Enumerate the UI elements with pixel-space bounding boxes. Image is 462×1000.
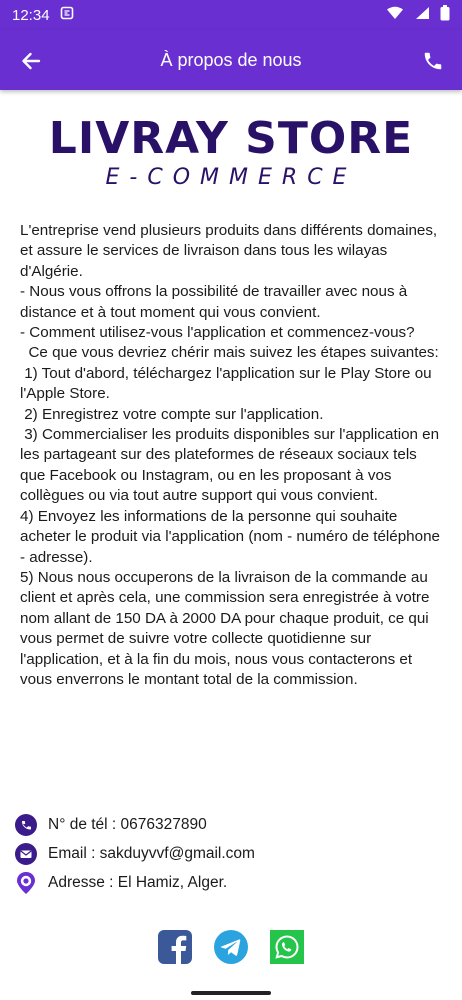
arrow-left-icon xyxy=(21,51,41,71)
status-time: 12:34 xyxy=(12,6,50,24)
location-pin-icon xyxy=(14,871,38,895)
contact-phone-row[interactable] xyxy=(14,810,444,839)
social-links xyxy=(0,930,462,964)
facebook-icon xyxy=(158,930,192,964)
telegram-icon xyxy=(214,930,248,964)
app-bar xyxy=(0,30,462,90)
back-button[interactable] xyxy=(16,46,46,76)
contact-email-row[interactable] xyxy=(14,839,444,868)
phone-circle-icon xyxy=(14,813,38,837)
wifi-icon xyxy=(386,6,404,24)
logo-subtitle: E-COMMERCE xyxy=(105,165,357,190)
about-description: L'entreprise vend plusieurs produits dans différents domaines, et assure le services de livraison dans tous les wilayas d'Algérie. - Nous vous offrons la possibilité de travailler avec nous à distance et à tout moment qui vous convient. - Comment utilisez-vous l'application et commencez-vous? Ce que vous devriez chérir mais suivez les étapes suivantes: 1) Tout d'abord, téléchargez l'application sur le Play Store ou l'Apple Store. 2) Enregistrez votre compte sur l'application. 3) Commercialiser les produits disponibles sur l'application en les partageant sur des plateformes de réseaux sociaux tels que Facebook ou Instagram, ou en les proposant à vos collègues ou via tout autre support qui vous convient. 4) Envoyez les informations de la personne qui souhaite acheter le produit via l'application (nom - numéro de téléphone - adresse). 5) Nous nous occuperons de la livraison de la commande au client et après cela, une commission sera enregistrée à votre nom allant de 150 DA à 2000 DA pour chaque produit, ce qui vous permet de suivre votre collecte quotidienne sur l'application, et à la fin du mois, nous vous contacterons et vous enverrons le montant total de la commission. xyxy=(20,222,440,688)
telegram-button[interactable] xyxy=(214,930,248,964)
contact-phone: N° de tél : 0676327890 xyxy=(48,815,207,833)
notification-icon xyxy=(60,6,74,24)
contact-address: Adresse : El Hamiz, Alger. xyxy=(48,873,228,891)
signal-icon xyxy=(414,6,430,24)
status-left xyxy=(12,6,74,24)
whatsapp-button[interactable] xyxy=(270,930,304,964)
contact-address-row[interactable] xyxy=(14,868,444,897)
home-indicator[interactable] xyxy=(191,991,271,995)
email-circle-icon xyxy=(14,842,38,866)
status-right xyxy=(386,5,450,25)
whatsapp-icon xyxy=(270,930,304,964)
facebook-button[interactable] xyxy=(158,930,192,964)
call-button[interactable] xyxy=(418,46,448,76)
contact-email: Email : sakduyvvf@gmail.com xyxy=(48,844,255,862)
battery-icon xyxy=(440,5,450,25)
status-bar xyxy=(0,0,462,30)
store-logo xyxy=(0,115,462,190)
phone-icon xyxy=(422,50,444,72)
logo-title: LIVRAY STORE xyxy=(48,113,414,164)
page-title: À propos de nous xyxy=(160,49,302,70)
contact-info xyxy=(14,810,444,897)
